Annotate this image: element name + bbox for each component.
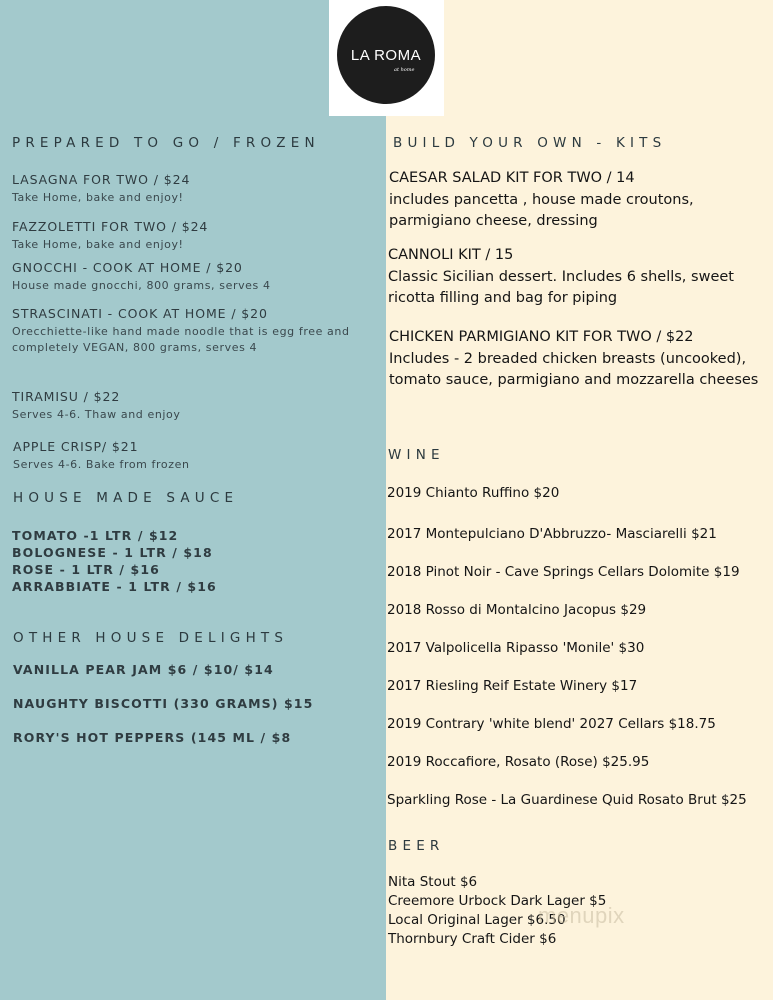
wine-item: 2019 Contrary 'white blend' 2027 Cellars $18.75 [387, 716, 716, 732]
logo-circle [337, 6, 435, 104]
menu-item-desc: Take Home, bake and enjoy! [12, 191, 184, 204]
kit-title: CAESAR SALAD KIT FOR TWO / 14 [389, 170, 635, 186]
kit-desc: includes pancetta , house made croutons, [389, 192, 694, 208]
kits-heading: BUILD YOUR OWN - KITS [393, 135, 667, 151]
kit-desc: Includes - 2 breaded chicken breasts (uncooked), [389, 351, 747, 367]
menu-item-desc: Take Home, bake and enjoy! [12, 238, 184, 251]
logo [329, 0, 444, 116]
wine-heading: WINE [388, 447, 445, 463]
menu-item-title: STRASCINATI - COOK AT HOME / $20 [12, 306, 268, 321]
delight-item: RORY'S HOT PEPPERS (145 ML / $8 [13, 730, 292, 745]
menu-item-desc: House made gnocchi, 800 grams, serves 4 [12, 279, 271, 292]
sauce-item: TOMATO -1 LTR / $12 [12, 528, 179, 543]
sauce-item: ARRABBIATE - 1 LTR / $16 [12, 579, 217, 594]
wine-item: 2017 Montepulciano D'Abbruzzo- Masciarelli $21 [387, 526, 717, 542]
wine-item: Sparkling Rose - La Guardinese Quid Rosato Brut $25 [387, 792, 747, 808]
menu-item-title: APPLE CRISP/ $21 [13, 439, 139, 454]
wine-item: 2018 Rosso di Montalcino Jacopus $29 [387, 602, 647, 618]
beer-heading: BEER [388, 838, 445, 854]
prepared-heading: PREPARED TO GO / FROZEN [12, 135, 320, 151]
beer-item: Local Original Lager $6.50 [388, 912, 566, 928]
wine-item: 2019 Roccafiore, Rosato (Rose) $25.95 [387, 754, 650, 770]
beer-item: Thornbury Craft Cider $6 [388, 931, 557, 947]
logo-tagline: at home [394, 67, 415, 73]
kit-desc: ricotta filling and bag for piping [388, 290, 618, 306]
kit-title: CHICKEN PARMIGIANO KIT FOR TWO / $22 [389, 329, 694, 345]
sauce-heading: HOUSE MADE SAUCE [13, 490, 239, 506]
menu-item-title: FAZZOLETTI FOR TWO / $24 [12, 219, 209, 234]
kit-desc: Classic Sicilian dessert. Includes 6 shells, sweet [388, 269, 734, 285]
beer-item: Nita Stout $6 [388, 874, 478, 890]
kit-title: CANNOLI KIT / 15 [388, 247, 514, 263]
wine-item: 2019 Chianto Ruffino $20 [387, 485, 560, 501]
menu-item-title: GNOCCHI - COOK AT HOME / $20 [12, 260, 243, 275]
menu-item-desc: Orecchiette-like hand made noodle that is egg free and [12, 325, 350, 338]
menu-item-title: LASAGNA FOR TWO / $24 [12, 172, 191, 187]
delight-item: VANILLA PEAR JAM $6 / $10/ $14 [13, 662, 274, 677]
menu-item-desc: completely VEGAN, 800 grams, serves 4 [12, 341, 258, 354]
sauce-item: BOLOGNESE - 1 LTR / $18 [12, 545, 213, 560]
wine-item: 2017 Riesling Reif Estate Winery $17 [387, 678, 638, 694]
menu-item-desc: Serves 4-6. Bake from frozen [13, 458, 190, 471]
wine-item: 2018 Pinot Noir - Cave Springs Cellars Dolomite $19 [387, 564, 740, 580]
delight-item: NAUGHTY BISCOTTI (330 GRAMS) $15 [13, 696, 314, 711]
logo-name: LA ROMA [350, 47, 422, 64]
watermark: menupix [538, 903, 625, 928]
sauce-item: ROSE - 1 LTR / $16 [12, 562, 160, 577]
kit-desc: parmigiano cheese, dressing [389, 213, 598, 229]
beer-item: Creemore Urbock Dark Lager $5 [388, 893, 607, 909]
delights-heading: OTHER HOUSE DELIGHTS [13, 630, 289, 646]
wine-item: 2017 Valpolicella Ripasso 'Monile' $30 [387, 640, 645, 656]
kit-desc: tomato sauce, parmigiano and mozzarella cheeses [389, 372, 759, 388]
menu-item-title: TIRAMISU / $22 [12, 389, 121, 404]
menu-item-desc: Serves 4-6. Thaw and enjoy [12, 408, 181, 421]
